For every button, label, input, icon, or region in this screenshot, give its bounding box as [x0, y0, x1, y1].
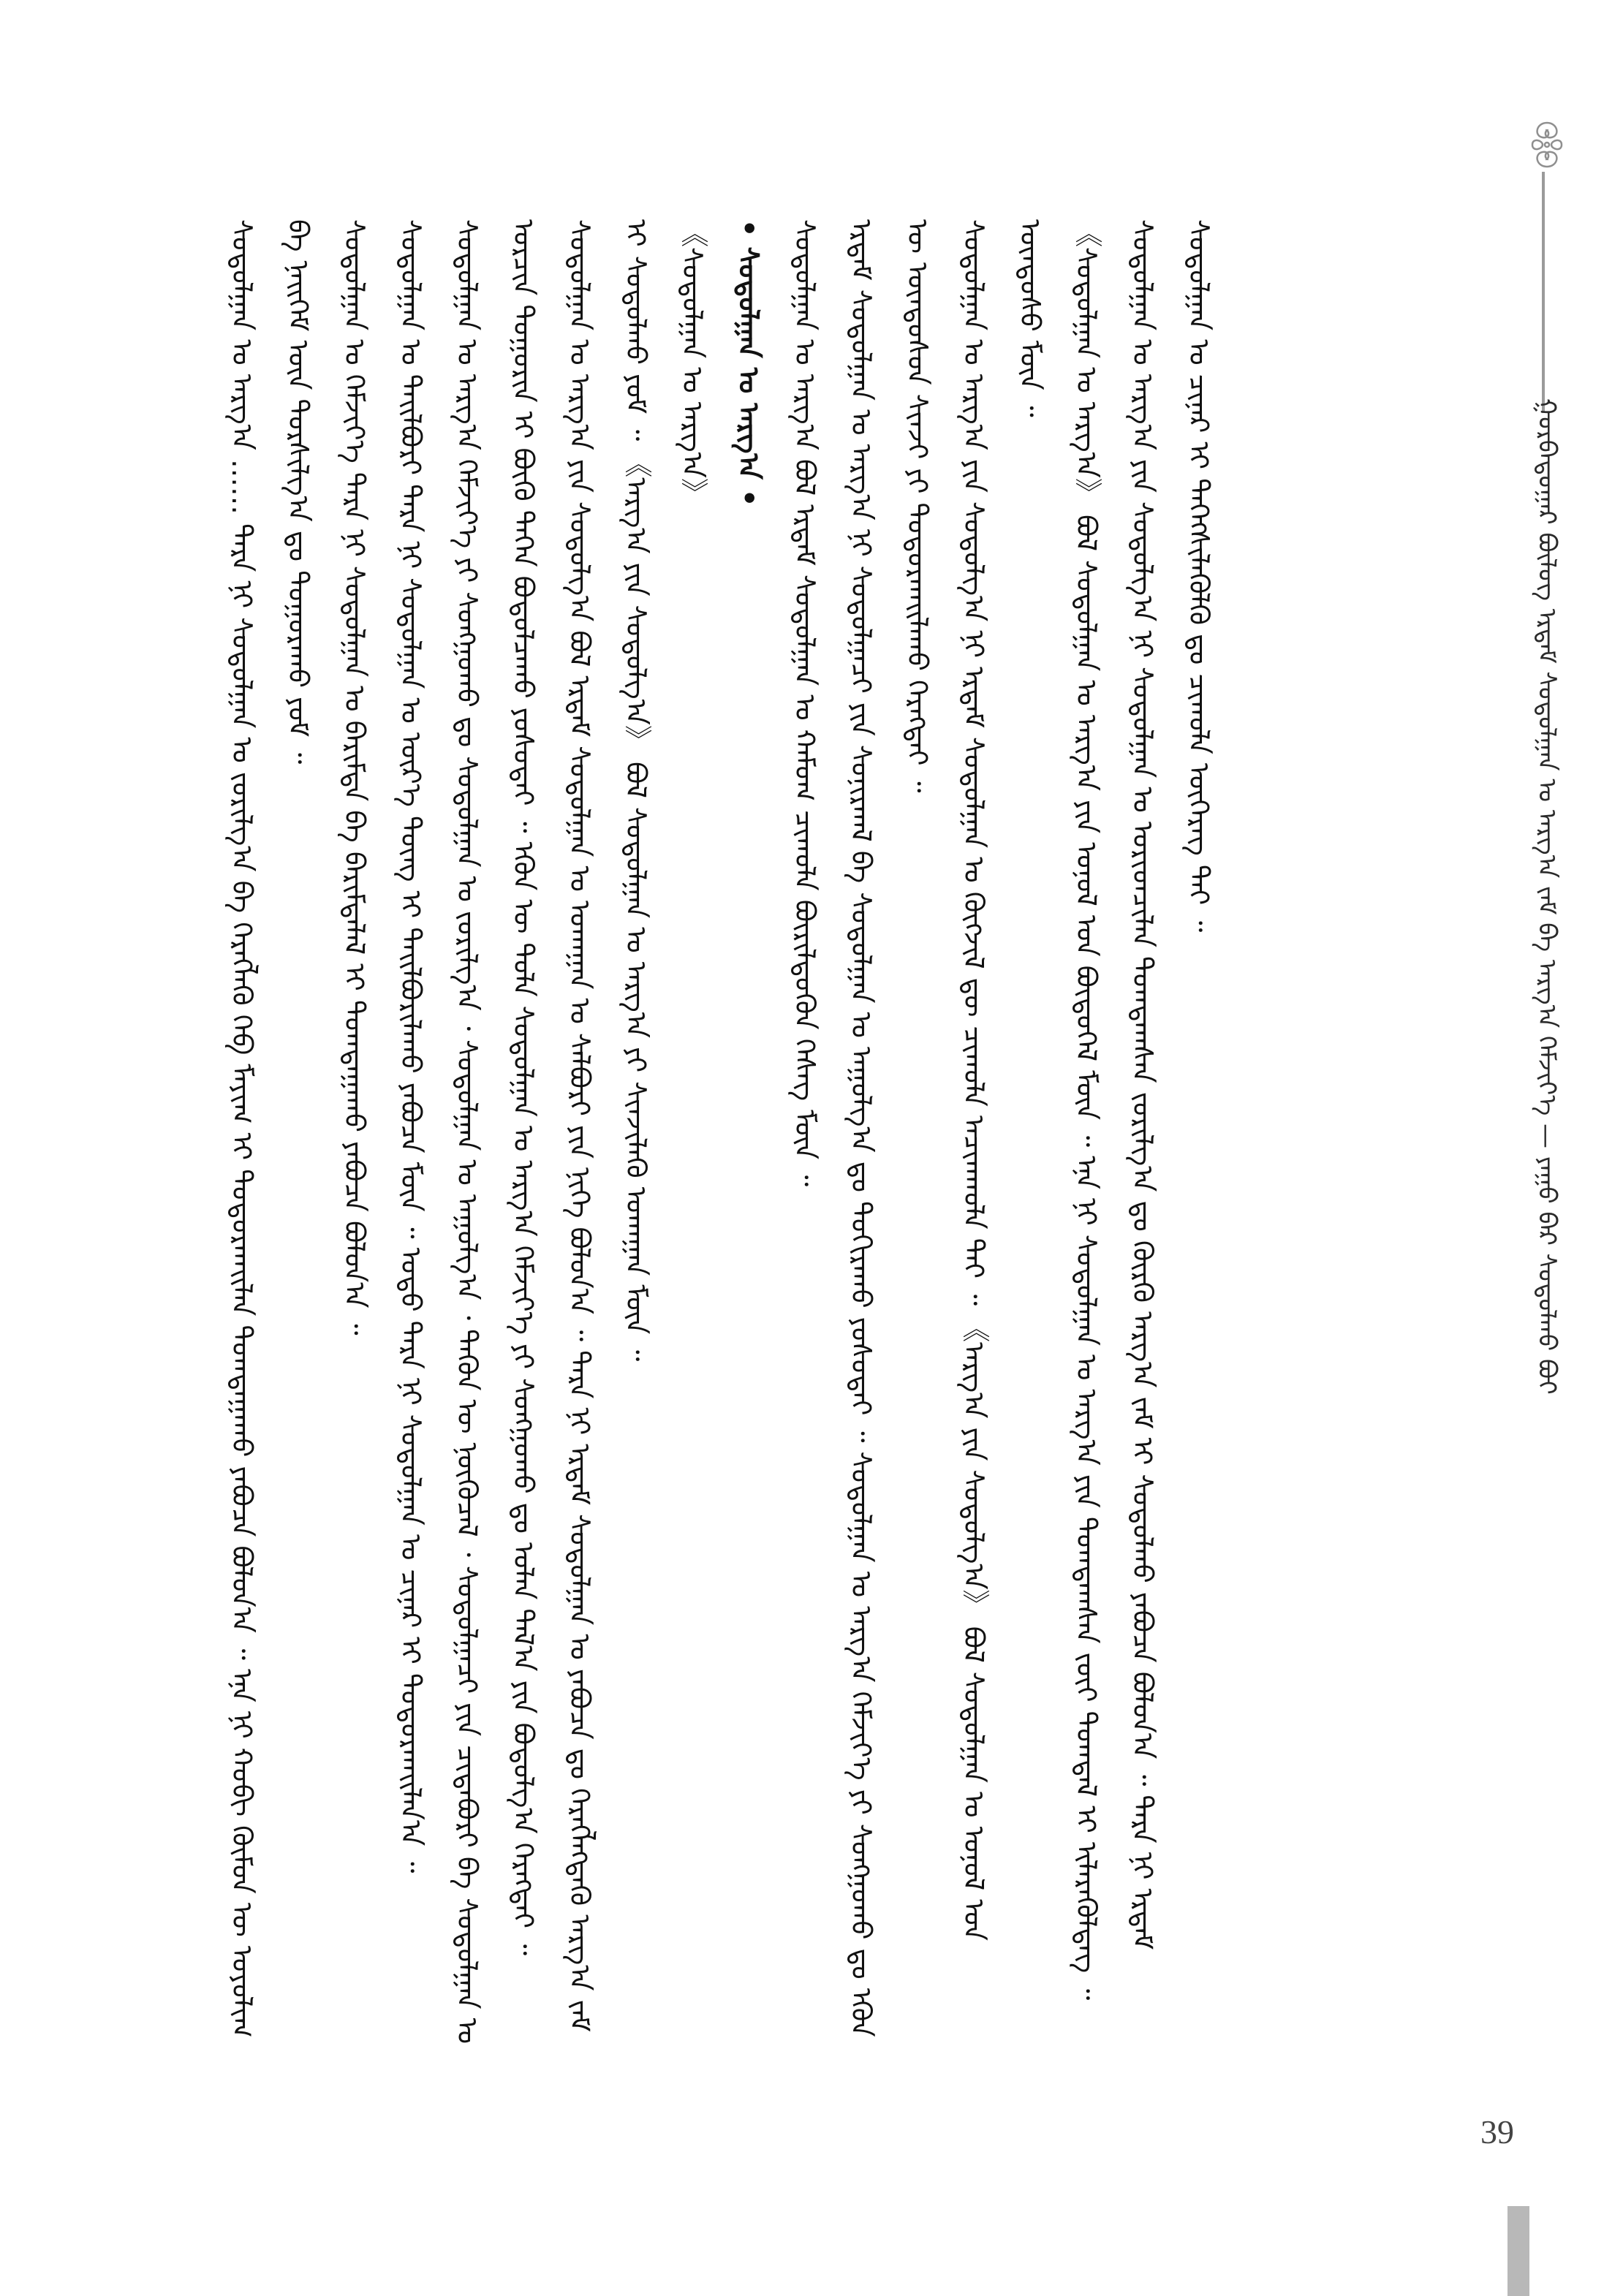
paragraph: 《ᠰᠤᠳᠤᠯᠭᠠᠨ ᠤ ᠠᠷᠭ᠎ᠠ》 ᠪᠣᠯ ᠰᠤᠳᠤᠯᠭᠠᠨ ᠤ ᠠᠷᠭ᠎ᠠ ᠶᠢᠨ ᠣᠨᠣᠯ ᠤᠨ ᠪᠦᠲᠦᠭᠡᠯ ᠮᠥᠨ ᠃ ᠡᠨᠡ ᠨᠢ ᠰᠤᠳᠤᠯᠭᠠᠨ ᠤ ᠠᠷᠭ᠎ᠠ ᠶᠢᠨ ᠲᠣᠭᠲᠠᠭᠰᠠᠨ ᠵᠦᠢ ᠲᠣᠭᠲᠠᠯ ᠢ ᠢᠯᠡᠷᠡᠭᠦᠯᠳᠡᠭ ᠃	[1070, 219, 1102, 2001]
paragraph: ᠰᠤᠳᠤᠯᠭᠠᠨ ᠤ ᠠᠷᠭ᠎ᠠ ᠬᠡᠮᠵᠢᠶ᠎ᠡ ᠶᠢ ᠰᠣᠩᠭᠣᠬᠤ ᠳᠤ ᠰᠤᠳᠤᠯᠭᠠᠨ ᠤ ᠵᠣᠷᠢᠯᠭ᠎ᠠ ᠂ ᠰᠤᠳᠤᠯᠭᠠᠨ ᠤ ᠠᠭᠤᠯᠭ᠎ᠠ ᠂ ᠲᠡᠭᠦᠨ ᠦ ᠨᠥᠬᠦᠴᠡᠯ ᠂ ᠰᠤᠳᠤᠯᠭᠠᠴᠢ ᠶᠢᠨ ᠴᠢᠳᠠᠪᠤᠷᠢ ᠪᠠ ᠰᠤᠳᠤᠯᠭᠠᠨ ᠤ ᠣᠷᠴᠢᠨ ᠲᠣᠭᠣᠷᠢᠨ ᠢ ᠪᠦᠬᠦ ᠳᠡᠭᠡᠨ ᠪᠣᠳᠤᠯᠴᠠᠬᠤ ᠶᠣᠰᠣᠲᠠᠢ ᠃ ᠡᠭᠦᠨ ᠦ ᠲᠤᠯᠠ ᠰᠤᠳᠤᠯᠭᠠᠨ ᠤ ᠠᠷᠭ᠎ᠠ ᠬᠡᠮᠵᠢᠶ᠎ᠡ ᠶᠢ ᠰᠣᠩᠭᠣᠬᠤ ᠳᠤ ᠣᠯᠠᠨ ᠲᠠᠯ᠎ᠠ ᠶᠢᠨ ᠪᠣᠳᠤᠯᠭ᠎ᠠ ᠬᠡᠷᠡᠭᠲᠡᠢ ᠃	[451, 219, 540, 2053]
paragraph: ᠰᠤᠳᠤᠯᠭᠠᠨ ᠤ ᠬᠡᠮᠵᠢᠶ᠎ᠡ ᠲᠡᠷᠡ ᠨᠢ ᠰᠤᠳᠤᠯᠭᠠᠨ ᠤ ᠪᠠᠷᠢᠮᠲᠠ ᠪᠠ ᠪᠠᠷᠢᠮᠲᠠᠯᠠᠯ ᠢ ᠲᠣᠭᠲᠠᠭᠠᠬᠤ ᠶᠠᠪᠤᠴᠠ ᠪᠣᠯᠤᠨ᠎ᠠ ᠃	[338, 219, 371, 1335]
paragraph: ᠡᠷᠳᠡᠮ ᠰᠤᠳᠤᠯᠭᠠᠨ ᠤ ᠠᠷᠭ᠎ᠠ ᠨᠢ ᠰᠤᠳᠤᠯᠭᠠᠴᠢ ᠶᠢᠨ ᠰᠣᠨᠢᠷᠬᠠᠯ ᠪᠠ ᠰᠤᠳᠤᠯᠭᠠᠨ ᠤ ᠠᠭᠤᠯᠭ᠎ᠠ ᠳᠤ ᠲᠣᠬᠢᠷᠠᠬᠤ ᠶᠣᠰᠣᠲᠠᠢ ᠃ ᠰᠤᠳᠤᠯᠭᠠᠨ ᠤ ᠠᠷᠭ᠎ᠠ ᠬᠡᠮᠵᠢᠶ᠎ᠡ ᠶᠢ ᠰᠣᠩᠭᠣᠬᠤ ᠳᠤ ᠡᠭᠦᠨ ᠦ ᠦᠨᠳᠦᠰᠦᠨ ᠰᠢᠨᠵᠢ ᠶᠢ ᠲᠣᠳᠤᠷᠬᠠᠢᠯᠠᠬᠤ ᠬᠡᠷᠡᠭᠲᠡᠢ ᠃	[845, 219, 934, 2046]
ornament-icon	[1518, 115, 1576, 174]
header-rule	[1542, 172, 1545, 413]
citation: 《ᠰᠤᠳᠤᠯᠭᠠᠨ ᠤ ᠠᠷᠭ᠎ᠠ》	[676, 219, 708, 506]
page-number: 39	[1480, 2113, 1514, 2151]
paragraph: ᠰᠤᠳᠤᠯᠭᠠᠨ ᠤ ᠠᠷᠭ᠎ᠠ ᠶᠢᠨ ᠰᠤᠳᠤᠯᠭ᠎ᠠ ᠨᠢ ᠡᠷᠳᠡᠮ ᠰᠤᠳᠤᠯᠭᠠᠨ ᠤ ᠬᠥᠭᠵᠢᠯ ᠳᠦ ᠴᠢᠬᠤᠯᠠ ᠠᠴᠢᠬᠬᠣᠯᠠ ᠲᠠᠢ ᠃ 《ᠠᠷᠭ᠎ᠠ ᠶᠢᠨ ᠰᠤᠳᠤᠯᠭ᠎ᠠ》 ᠪᠣᠯ ᠰᠤᠳᠤᠯᠭᠠᠨ ᠤ ᠣᠨᠣᠯ ᠤᠨ ᠦᠨᠳᠦᠰᠦ ᠮᠥᠨ ᠃	[958, 219, 1046, 1950]
paragraph: ᠰᠤᠳᠤᠯᠭᠠᠨ ᠤ ᠠᠷᠭ᠎ᠠ ᠶᠢᠨ ᠰᠤᠳᠤᠯᠭ᠎ᠠ ᠨᠢ ᠰᠤᠳᠤᠯᠭᠠᠨ ᠤ ᠤᠷᠢᠳᠴᠢᠯᠠᠨ ᠲᠣᠭᠲᠠᠭᠰᠠᠨ ᠵᠣᠷᠢᠯᠭ᠎ᠠ ᠳᠤ ᠬᠦᠷᠬᠦ ᠠᠷᠭ᠎ᠠ ᠵᠠᠮ ᠢ ᠰᠤᠳᠤᠯᠬᠤ ᠶᠠᠪᠤᠴᠠ ᠪᠣᠯᠤᠨ᠎ᠠ ᠃ ᠲᠡᠷᠡ ᠨᠢ ᠡᠷᠳᠡᠮ ᠰᠤᠳᠤᠯᠭᠠᠨ ᠤ ᠴᠢᠨᠠᠷ ᠢ ᠳᠡᠭᠡᠭᠰᠢᠯᠡᠭᠦᠯᠬᠦ ᠳᠤ ᠴᠢᠬᠤᠯᠠ ᠦᠭᠡᠷᠡᠭ ᠲᠠᠢ ᠃	[1127, 219, 1215, 1959]
paragraph: ᠰᠤᠳᠤᠯᠭᠠᠨ ᠤ ᠠᠷᠭ᠎ᠠ …… ᠲᠡᠷᠡ ᠨᠢ ᠰᠤᠳᠤᠯᠭᠠᠨ ᠤ ᠵᠤᠷᠢᠯᠭ᠎ᠠ ᠪᠠ ᠬᠡᠷᠡᠭᠯᠡᠬᠦ ᠬᠡᠪ ᠮᠠᠶᠢᠭ ᠢ ᠲᠤᠳᠤᠷᠬᠠᠢᠯᠠᠨ ᠲᠣᠭᠲᠠᠭᠠᠬᠤ ᠶᠠᠪᠤᠴᠠ ᠪᠣᠯᠤᠨ᠎ᠠ ᠃ ᠡᠨᠡ ᠨᠢ ᠬᠤᠪᠢ ᠬᠦᠮᠦᠨ ᠦ ᠤᠶᠤᠯᠢᠭ ᠪᠠ ᠨᠡᠢᠭᠡᠮ ᠦᠨ ᠲᠤᠷᠰᠢᠯᠭ᠎ᠠ ᠳᠤ ᠲᠤᠭᠤᠷᠠᠬᠤ ᠶᠤᠮ ᠃	[226, 219, 314, 2047]
paragraph: ᠰᠤᠳᠤᠯᠭᠠᠨ ᠤ ᠠᠷᠭ᠎ᠠ ᠪᠣᠯ ᠡᠷᠳᠡᠮ ᠰᠤᠳᠤᠯᠭᠠᠨ ᠤ ᠬᠠᠮᠤᠭ ᠴᠢᠬᠤᠯᠠ ᠪᠦᠷᠢᠯᠳᠦᠬᠦᠨ ᠬᠡᠰᠡᠭ ᠮᠥᠨ ᠃	[789, 219, 821, 1187]
side-tab	[1507, 2206, 1529, 2296]
section-heading: • ᠰᠤᠳᠤᠯᠭᠠᠨ ᠤ ᠠᠷᠭ᠎ᠠ •	[733, 219, 765, 507]
running-header: ᠭᠤᠷᠪᠠᠳᠤᠭᠠᠷ ᠪᠦᠯᠦᠭ ᠡᠷᠳᠡᠮ ᠰᠤᠳᠤᠯᠭᠠᠨ ᠤ ᠠᠷᠭ᠎ᠠ ᠵᠠᠮ ᠪᠠ ᠠᠷᠭ᠎ᠠ ᠬᠡᠮᠵᠢᠶ᠎ᠡ — ᠶᠠᠭᠤ ᠪᠡᠷ ᠰᠤᠳᠤᠯᠬᠤ ᠪᠤᠢ	[1532, 398, 1562, 1395]
paragraph: ᠰᠤᠳᠤᠯᠭᠠᠨ ᠤ ᠠᠷᠭ᠎ᠠ ᠶᠢᠨ ᠰᠤᠳᠤᠯᠭ᠎ᠠ ᠪᠣᠯ ᠡᠷᠳᠡᠮ ᠰᠤᠳᠤᠯᠭᠠᠨ ᠤ ᠤᠬᠠᠭᠠᠨ ᠤ ᠰᠠᠯᠪᠤᠷᠢ ᠶᠢᠨ ᠨᠢᠭᠡ ᠪᠣᠯᠤᠨ᠎ᠠ ᠃ ᠲᠡᠷᠡ ᠨᠢ ᠡᠷᠳᠡᠮ ᠰᠤᠳᠤᠯᠭᠠᠨ ᠤ ᠶᠠᠪᠤᠴᠠ ᠳᠤ ᠬᠡᠷᠡᠭᠯᠡᠭᠳᠡᠬᠦ ᠠᠷᠭ᠎ᠠ ᠵᠠᠮ ᠢ ᠰᠤᠳᠤᠯᠬᠤ ᠶᠤᠮ ᠃ 《ᠠᠷᠭ᠎ᠠ ᠶᠢᠨ ᠰᠤᠳᠤᠯᠭ᠎ᠠ》 ᠪᠣᠯ ᠰᠤᠳᠤᠯᠭᠠᠨ ᠤ ᠠᠷᠭ᠎ᠠ ᠶᠢ ᠰᠢᠨᠵᠢᠯᠡᠬᠦ ᠤᠬᠠᠭᠠᠨ ᠮᠥᠨ ᠃	[564, 219, 652, 2041]
body-text	[213, 219, 1456, 2061]
paragraph: ᠰᠤᠳᠤᠯᠭᠠᠨ ᠤ ᠲᠠᠢᠯᠪᠤᠷᠢ ᠲᠡᠷᠡ ᠨᠢ ᠰᠤᠳᠤᠯᠭᠠᠨ ᠤ ᠦᠷ᠎ᠡ ᠳᠦᠩ ᠢ ᠲᠠᠢᠯᠪᠤᠷᠢᠯᠠᠬᠤ ᠶᠠᠪᠤᠴᠠ ᠮᠥᠨ ᠃ ᠣᠳᠣ ᠲᠡᠷᠡ ᠨᠢ ᠰᠤᠳᠤᠯᠭᠠᠨ ᠤ ᠴᠢᠨᠠᠷ ᠢ ᠲᠣᠳᠤᠷᠬᠠᠢᠯᠠᠨ᠎ᠠ ᠃	[395, 219, 427, 1873]
